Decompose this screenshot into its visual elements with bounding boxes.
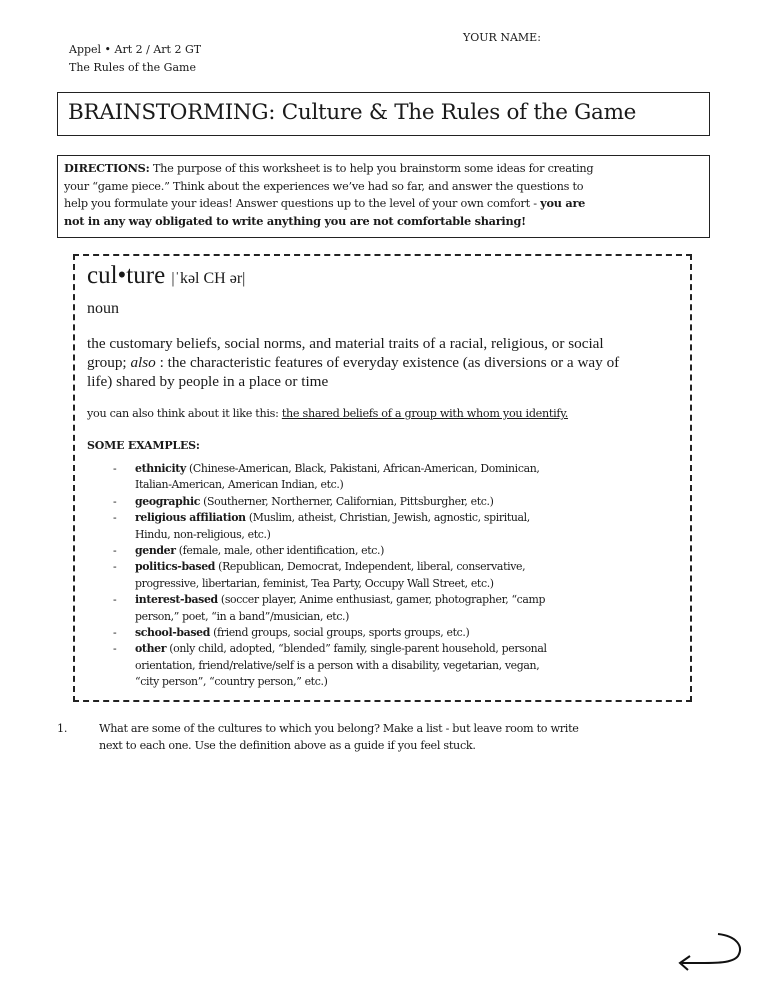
example-text: (Republican, Democrat, Independent, liberal, conservative, bbox=[215, 560, 526, 574]
page-title: BRAINSTORMING: Culture & The Rules of the Game bbox=[68, 100, 637, 125]
curved-return-arrow-icon bbox=[674, 930, 746, 976]
bullet: - bbox=[113, 511, 117, 525]
directions-emphasis: you are bbox=[540, 196, 586, 210]
example-item bbox=[113, 625, 547, 641]
directions-box bbox=[57, 155, 710, 238]
example-text: progressive, libertarian, feminist, Tea Party, Occupy Wall Street, etc.) bbox=[135, 576, 494, 590]
bullet: - bbox=[113, 560, 117, 574]
example-text: (friend groups, social groups, sports groups, etc.) bbox=[210, 626, 470, 640]
example-text: (soccer player, Anime enthusiast, gamer, photographer, “camp bbox=[217, 593, 546, 607]
example-term: interest-based bbox=[135, 593, 218, 607]
example-item bbox=[113, 641, 547, 690]
example-item bbox=[113, 559, 547, 592]
definition-line: : the characteristic features of everyday existence (as diversions or a way of bbox=[155, 354, 620, 371]
directions-text: The purpose of this worksheet is to help you brainstorm some ideas for creating bbox=[149, 162, 594, 175]
question-text: What are some of the cultures to which you belong? Make a list - but leave room to write bbox=[99, 722, 579, 735]
example-item bbox=[113, 461, 547, 494]
your-name-label: YOUR NAME: bbox=[463, 31, 541, 44]
definition-line: group; bbox=[87, 354, 131, 371]
example-term: politics-based bbox=[135, 560, 216, 574]
example-text: (Muslim, atheist, Christian, Jewish, agnostic, spiritual, bbox=[245, 511, 530, 525]
question-text: next to each one. Use the definition above as a guide if you feel stuck. bbox=[99, 739, 476, 752]
definition-line: the customary beliefs, social norms, and material traits of a racial, religious, or social bbox=[87, 335, 604, 352]
example-item bbox=[113, 543, 547, 559]
bullet: - bbox=[113, 642, 117, 656]
directions-emphasis: not in any way obligated to write anything you are not comfortable sharing! bbox=[64, 213, 526, 228]
example-term: ethnicity bbox=[135, 462, 186, 475]
example-term: religious affiliation bbox=[135, 511, 246, 525]
definition-line: life) shared by people in a place or time bbox=[87, 373, 329, 390]
examples-list bbox=[113, 461, 547, 691]
example-text: person,” poet, “in a band”/musician, etc.) bbox=[135, 609, 350, 623]
example-text: (female, male, other identification, etc.) bbox=[175, 544, 385, 558]
examples-heading: SOME EXAMPLES: bbox=[87, 439, 200, 452]
bullet: - bbox=[113, 494, 117, 508]
example-item bbox=[113, 494, 547, 510]
course-label: Appel • Art 2 / Art 2 GT bbox=[69, 43, 202, 56]
also-label: also bbox=[130, 354, 156, 371]
example-text: (Chinese-American, Black, Pakistani, African-American, Dominican, bbox=[185, 462, 540, 475]
definition-text bbox=[87, 334, 619, 391]
bullet: - bbox=[113, 626, 117, 640]
word: cul•ture bbox=[87, 262, 166, 289]
example-term: gender bbox=[135, 544, 176, 558]
example-text: Italian-American, American Indian, etc.) bbox=[135, 478, 344, 492]
example-item bbox=[113, 592, 547, 625]
unit-label: The Rules of the Game bbox=[69, 61, 196, 74]
directions-text: your “game piece.” Think about the experiences we’ve had so far, and answer the questions to bbox=[64, 179, 584, 193]
alt-prefix: you can also think about it like this: bbox=[87, 407, 282, 420]
question-number: 1. bbox=[57, 722, 68, 735]
bullet: - bbox=[113, 462, 117, 475]
example-item bbox=[113, 510, 547, 543]
example-text: (only child, adopted, “blended” family, single-parent household, personal bbox=[166, 642, 547, 656]
alternate-definition bbox=[87, 407, 568, 420]
example-text: Hindu, non-religious, etc.) bbox=[135, 527, 271, 541]
directions-label: DIRECTIONS: bbox=[64, 161, 150, 175]
title-box bbox=[57, 92, 710, 136]
alt-definition-underlined: the shared beliefs of a group with whom you identify. bbox=[281, 407, 569, 420]
part-of-speech: noun bbox=[87, 300, 119, 317]
pronunciation: |ˈkəl CH ər| bbox=[171, 270, 246, 287]
example-term: other bbox=[135, 642, 167, 656]
example-term: geographic bbox=[135, 494, 201, 508]
example-term: school-based bbox=[135, 626, 211, 640]
example-text: orientation, friend/relative/self is a person with a disability, vegetarian, vegan, bbox=[135, 658, 540, 672]
bullet: - bbox=[113, 544, 117, 558]
definition-word bbox=[87, 262, 245, 290]
question-1 bbox=[57, 720, 579, 754]
definition-box bbox=[73, 254, 692, 702]
directions-text: help you formulate your ideas! Answer questions up to the level of your own comfort - bbox=[64, 197, 541, 210]
bullet: - bbox=[113, 593, 117, 607]
example-text: (Southerner, Northerner, Californian, Pittsburgher, etc.) bbox=[200, 494, 494, 508]
example-text: “city person”, “country person,” etc.) bbox=[135, 675, 328, 689]
